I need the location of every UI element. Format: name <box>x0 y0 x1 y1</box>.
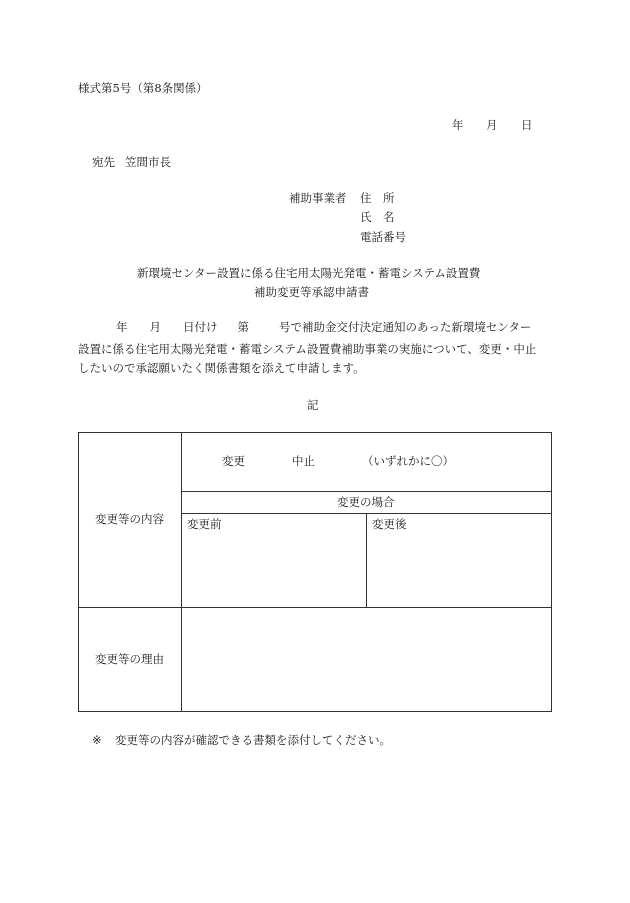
table-border-right <box>551 432 552 712</box>
body-dated: 日付け <box>183 320 218 334</box>
body-number-prefix: 第 <box>237 320 249 334</box>
option-note: （いずれかに〇） <box>362 454 454 468</box>
applicant-name-label: 氏 名 <box>360 210 395 224</box>
table-border-top <box>78 432 552 433</box>
body-line1-rest: 号で補助金交付決定通知のあった新環境センター <box>279 320 532 334</box>
table-row-divider <box>78 607 552 608</box>
applicant-role: 補助事業者 <box>289 191 347 205</box>
addressee-name: 笠間市長 <box>125 155 171 169</box>
content-label: 変更等の内容 <box>95 512 164 526</box>
body-month: 月 <box>149 320 161 334</box>
body-line-1 <box>78 322 558 334</box>
table-before-after-divider <box>366 513 367 608</box>
body-line-3: したいので承認願いたく関係書類を添えて申請します。 <box>78 361 365 375</box>
after-label: 変更後 <box>372 517 407 531</box>
date-day: 日 <box>521 118 533 132</box>
table-label-divider <box>181 432 182 712</box>
addressee-label: 宛先 <box>92 155 115 169</box>
table-border-bottom <box>78 711 552 712</box>
note-mark: ※ <box>92 733 102 747</box>
table-option-divider <box>181 491 552 492</box>
applicant-address-label: 住 所 <box>360 191 395 205</box>
ki-heading: 記 <box>307 398 319 412</box>
reason-label: 変更等の理由 <box>95 652 164 666</box>
change-case-label: 変更の場合 <box>337 495 395 509</box>
date-month: 月 <box>486 118 498 132</box>
note-text: 変更等の内容が確認できる書類を添付してください。 <box>115 733 391 747</box>
body-year: 年 <box>116 320 128 334</box>
option-change: 変更 <box>222 454 245 468</box>
body-line-2: 設置に係る住宅用太陽光発電・蓄電システム設置費補助事業の実施について、変更・中止 <box>78 342 537 356</box>
option-cancel: 中止 <box>292 454 315 468</box>
form-number: 様式第5号（第8条関係） <box>78 81 208 95</box>
applicant-phone-label: 電話番号 <box>360 230 406 244</box>
date-year: 年 <box>452 118 464 132</box>
table-border-left <box>78 432 79 712</box>
before-label: 変更前 <box>187 517 222 531</box>
document-title-line2: 補助変更等承認申請書 <box>254 285 369 299</box>
document-title-line1: 新環境センター設置に係る住宅用太陽光発電・蓄電システム設置費 <box>137 266 481 280</box>
